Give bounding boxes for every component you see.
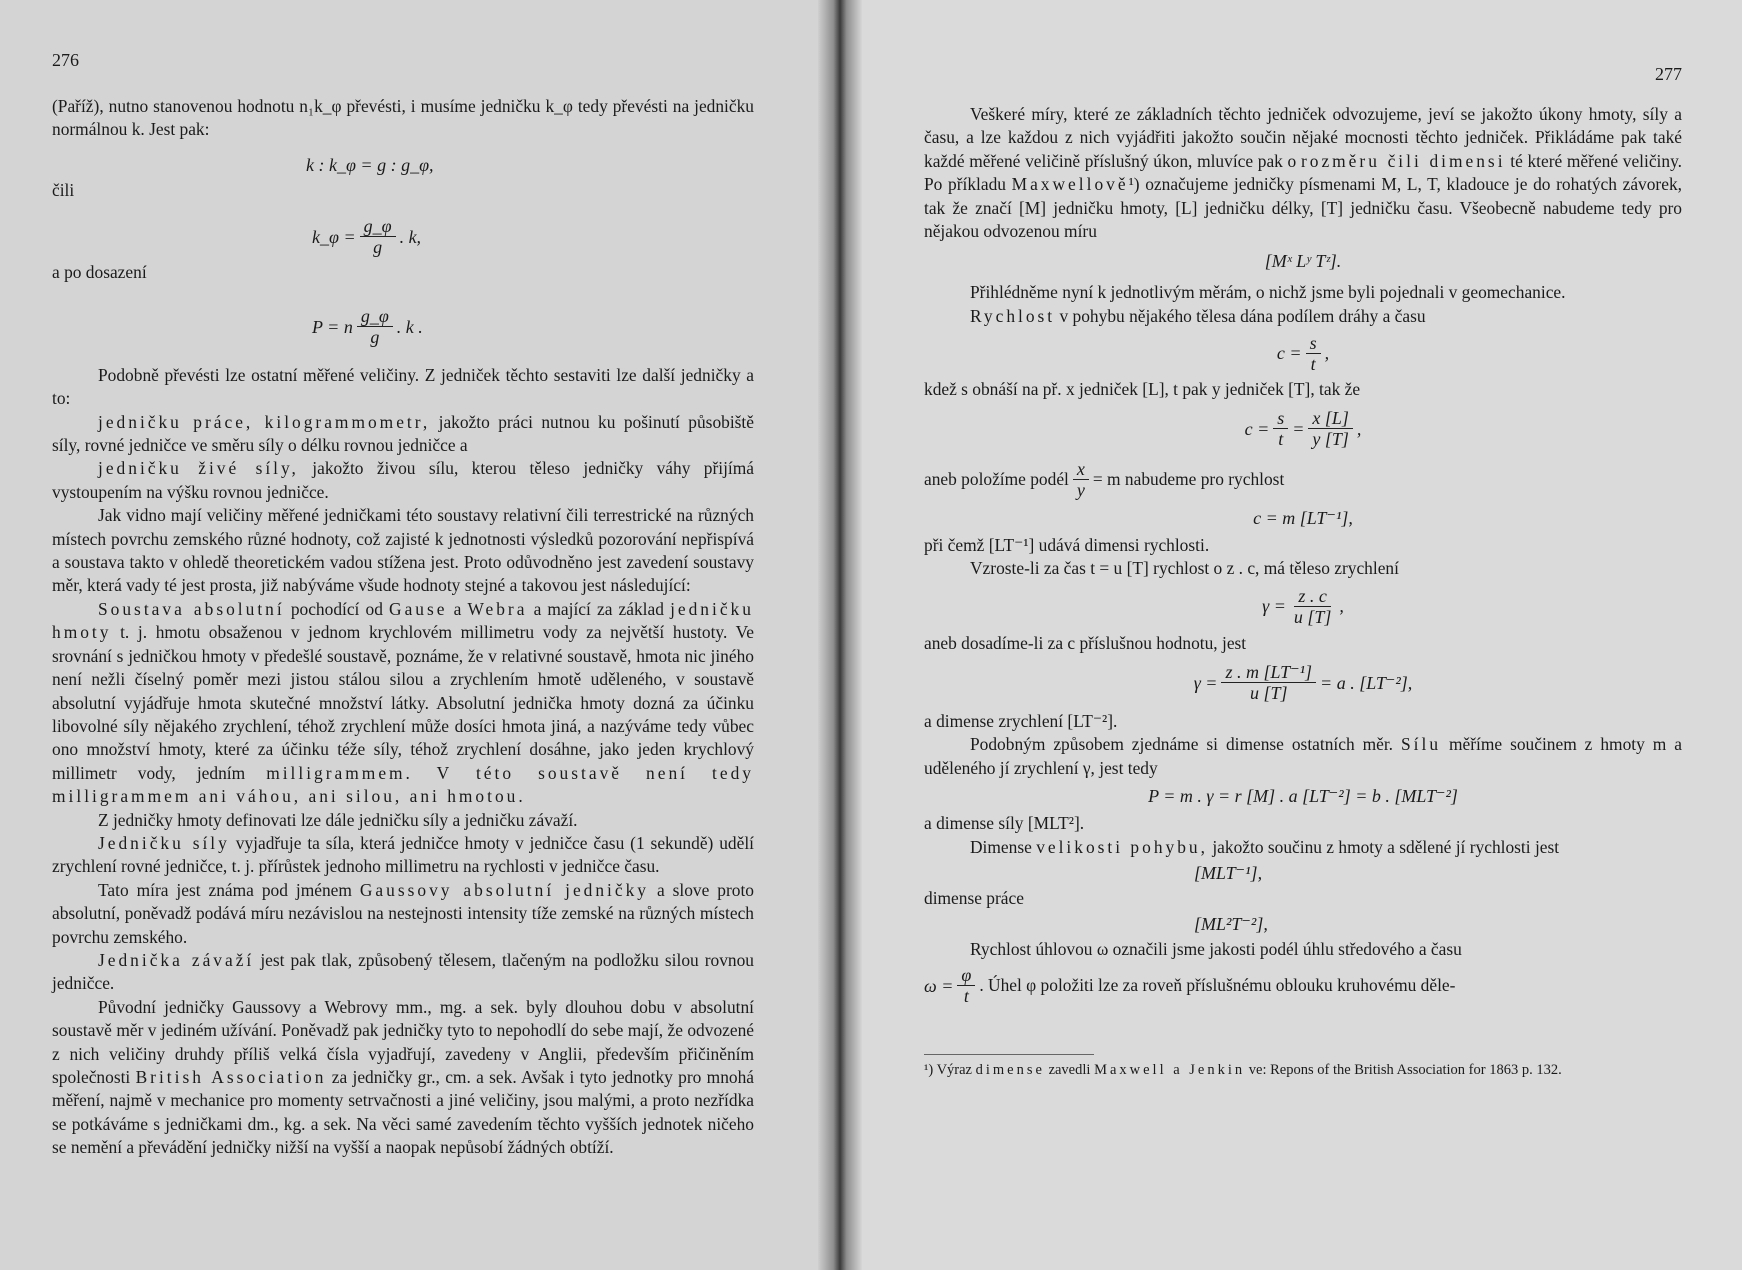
eq-omega: [924, 962, 1682, 1010]
book-gutter: [818, 0, 862, 1270]
eq-c2-n1: s: [1273, 408, 1288, 429]
page-number-left: 276: [52, 50, 79, 70]
page-number-right: 277: [1655, 64, 1682, 84]
rp1-c: ¹) označujeme jedničky písmenami M, L, T, kladouce je do rohatých závorek, tak že značí [M] jedničku hmoty, [L] jedničku délky, [T] jedničku času. Všeobecně nabudeme tedy pro nějakou odvozenou míru: [924, 174, 1682, 242]
eq1-row: [52, 150, 754, 180]
eq3-left: P = n: [312, 316, 353, 337]
right-para-13: dimense práce: [924, 887, 1024, 908]
footnote-mark: ¹): [924, 1061, 934, 1078]
right-para-12: [924, 836, 1682, 859]
eq-c-fraction: [1306, 333, 1321, 374]
left-para-7: [52, 832, 754, 879]
eq-g2-left: γ =: [1193, 672, 1218, 693]
term-ziva-sila: jedničku živé síly,: [98, 458, 299, 479]
p5-b: a: [453, 598, 462, 619]
eq2: [312, 214, 754, 260]
right-page: [840, 0, 1742, 1270]
eq-c2-right: ,: [1356, 418, 1362, 439]
rp10-b: měříme součinem z hmoty m a uděleného jí zrychlení γ, jest tedy: [924, 734, 1682, 778]
eq-work: [ML²T⁻²],: [1194, 914, 1268, 935]
p7-rest: vyjadřuje ta síla, která jedničce hmoty v jedničce času (1 sekundě) udělí zrychlení rovné jedničce, t. j. přírůstek jednoho millimetru na rychlosti v jedničce času.: [52, 832, 754, 877]
p8-rest: a slove proto absolutní, poněvadž podává míru nezávislou na nestejnosti intensity tíže zemské na různých místech povrchu zemského.: [52, 879, 754, 947]
footnote-a: Výraz: [936, 1061, 972, 1078]
term-jednicka-zavazi: Jednička závaží: [98, 949, 255, 970]
eq2-den: g: [373, 237, 383, 258]
footnote-rule: [924, 1054, 1094, 1055]
eq-w-den: t: [963, 986, 969, 1007]
eq-c2-fraction-2: [1308, 408, 1353, 449]
footnote: [924, 1044, 1682, 1080]
eq2-fraction: [360, 216, 396, 257]
rp1-a: Veškeré míry, které ze základních těchto jedniček odvozujeme, jeví se jakožto úkony hmoty, síly a času, a lze každou z nich vyjádřiti jakožto součin nějaké mocnosti těchto jedniček. Přikládáme pak také každé měřené veličině příslušný úkon, mluvíce pak o: [924, 104, 1682, 171]
eq-g-num: z . c: [1294, 586, 1331, 607]
right-para-10: [924, 733, 1682, 780]
eq-c-left: c =: [1276, 343, 1302, 364]
right-para-4: kdež s obnáší na př. x jedniček [L], t pak y jedniček [T], tak že: [924, 379, 1361, 400]
right-para-1: [924, 103, 1682, 243]
left-page: [0, 0, 840, 1270]
left-para-10: [52, 996, 754, 1160]
eq-c2: [924, 402, 1682, 456]
term-rozmer-dimense: rozměru čili dimensi: [1300, 150, 1506, 171]
footnote-term-authors: Maxwell a Jenkin: [1094, 1061, 1246, 1078]
right-para-5: [924, 456, 1682, 504]
rp5-a: aneb položíme podél: [924, 469, 1069, 490]
right-para-7: Vzroste-li za čas t = u [T] rychlost o z . c, má těleso zrychlení: [970, 558, 1399, 579]
left-para-2: [52, 411, 754, 458]
eq-c2-fraction-1: [1273, 408, 1288, 449]
eq-g-left: γ =: [1262, 596, 1286, 617]
xy-den: y: [1076, 480, 1085, 501]
eq-gamma2: [924, 656, 1682, 710]
eq-c2-n2: x [L]: [1308, 408, 1353, 429]
eq-force: P = m . γ = r [M] . a [LT⁻²] = b . [MLT⁻²]: [1148, 786, 1458, 807]
footnote-c: ve: Repons of the British Association for 1863 p. 132.: [1248, 1061, 1562, 1078]
rp1-b: té které měřené veličiny. Po příkladu: [924, 150, 1682, 195]
eq-c2-d1: t: [1278, 429, 1284, 450]
p9-rest: jest pak tlak, způsobený tělesem, tlačeným na podložku silou rovnou jedničce.: [52, 949, 755, 994]
right-para-8: aneb dosadíme-li za c příslušnou hodnotu, jest: [924, 633, 1247, 654]
dosazeni-label: a po dosazení: [52, 261, 147, 282]
left-intro: (Paříž), nutno stanovenou hodnotu n₁k_φ převésti, i musíme jedničku k_φ tedy převésti na jedničku normálnou k. Jest pak:: [52, 96, 754, 140]
p5-c: a mající za základ: [533, 598, 664, 619]
eq-g-right: ,: [1339, 596, 1344, 617]
footnote-term-dimense: dimense: [975, 1061, 1045, 1078]
right-para-3: [924, 305, 1682, 328]
eq-general: [Mˣ Lʸ Tᶻ].: [1264, 251, 1342, 272]
left-para-4: Jak vidno mají veličiny měřené jedničkami této soustavy relativní čili terrestrické na různých místech povrchu zemského různé hodnoty, což zajisté k jednotnosti výsledků pozorování nepřispívá a soustava takto v ohledě theoretickém vadou stížena jest. Proto odůvodněno jest zavedení soustavy měr, která vady té jest prosta, již nabýváme všude hodnoty stejné a takovou jest následující:: [52, 505, 754, 596]
eq-g2-fraction: [1221, 662, 1316, 703]
eq-g-fraction: [1290, 586, 1336, 627]
rp3-rest: v pohybu nějakého tělesa dána podílem dráhy a času: [1059, 305, 1426, 326]
xy-fraction: [1073, 459, 1089, 500]
eq2-right: . k,: [399, 226, 422, 247]
right-para-11: a dimense síly [MLT²].: [924, 813, 1085, 834]
left-para-6: Z jedničky hmoty definovati lze dále jedničku síly a jedničku závaží.: [98, 809, 578, 830]
right-para-9: a dimense zrychlení [LT⁻²].: [924, 710, 1118, 731]
eq-g2-den: u [T]: [1249, 683, 1288, 704]
left-para-1: Podobně převésti lze ostatní měřené veličiny. Z jedniček těchto sestaviti lze další jedničky a to:: [52, 364, 754, 409]
eq2-left: k_φ =: [312, 226, 356, 247]
right-para-2: Přihlédněme nyní k jednotlivým měrám, o nichž jsme byli pojednali v geomechanice.: [970, 282, 1566, 303]
eq-momentum: [MLT⁻¹],: [1194, 862, 1263, 883]
p8-a: Tato míra jest známa pod jménem: [98, 879, 352, 900]
left-para-9: [52, 949, 754, 996]
term-jednicka-hmoty: jedničku hmoty: [52, 598, 754, 643]
eq-c: [924, 328, 1682, 378]
p5-rest: t. j. hmotu obsaženou v jednom krychlovém millimetru vody za největší hustoty. Ve srovnání s jedničkou hmoty v předešlé soustavě, poznáme, že v relativné soustavě, hmota nic jiného není nežli číselný poměr mezi jistou stálou silou a zrychlením hmotě uděleného, v soustavě absolutní vyjádřuje hmota skutečné množství látky. Absolutní jednička hmoty dozná za účinku libovolné síly nějakého zrychlení, téhož zrychlení může dosíci hmota jiná, a nazýváme tedy vůbec ono množství hmoty, které za účinku téže síly, téhož zrychlení dosáhne, jako jeden krychlový millimetr vody, jedním: [52, 622, 754, 783]
eq3: [312, 304, 754, 350]
rp12-a: Dimense: [970, 836, 1032, 857]
footnote-b: zavedli: [1048, 1061, 1091, 1078]
rp10-a: Podobným způsobem zjednáme si dimense ostatních měr.: [970, 734, 1394, 755]
eq2-num: g_φ: [360, 216, 396, 237]
term-gaussovy-jednicky: Gaussovy absolutní jedničky: [359, 879, 649, 900]
eq3-den: g: [370, 327, 380, 348]
eq-w-fraction: [957, 965, 975, 1006]
eq-c2-mid: =: [1292, 418, 1305, 439]
eq-w-left: ω =: [924, 975, 954, 996]
eq-w-num: φ: [957, 965, 975, 986]
p5-a: pochodící od: [290, 598, 383, 619]
eq-g2-num: z . m [LT⁻¹]: [1221, 662, 1316, 683]
name-gauss: Gause: [389, 598, 448, 619]
eq-c2-left: c =: [1244, 418, 1270, 439]
rp12-b: jakožto součinu z hmoty a sdělené jí rychlosti jest: [1212, 836, 1560, 857]
term-jednicka-sily: Jedničku síly: [98, 832, 230, 853]
left-para-3-text: jakožto živou sílu, kterou těleso jedničky váhy přijímá vystoupením na výšku rovnou jedničce.: [52, 458, 754, 502]
term-rychlost: Rychlost: [970, 305, 1056, 326]
eq3-right: . k .: [396, 316, 423, 337]
term-velikost-pohybu: velikosti pohybu,: [1036, 836, 1208, 857]
name-weber: Webra: [467, 598, 528, 619]
eq-w-right: . Úhel φ položiti lze za roveň příslušnému oblouku kruhovému děle-: [979, 975, 1456, 996]
left-para-8: [52, 879, 754, 949]
eq-c2-d2: y [T]: [1312, 429, 1349, 450]
left-para-5: [52, 598, 754, 809]
eq-gamma: [924, 580, 1682, 632]
eq1: k : k_φ = g : g_φ,: [306, 154, 434, 175]
term-jednicka-prace: jedničku práce, kilogrammometr,: [98, 411, 431, 432]
name-british-association: British Association: [135, 1067, 327, 1087]
eq-c-den: t: [1310, 353, 1316, 374]
eq-c-num: s: [1306, 333, 1321, 354]
eq-g2-right: = a . [LT⁻²],: [1320, 672, 1413, 693]
rp5-b: = m nabudeme pro rychlost: [1092, 469, 1285, 490]
term-soustava-absolutni: Soustava absolutní: [98, 598, 285, 619]
eq-c3: c = m [LT⁻¹],: [1253, 507, 1353, 528]
term-sila: Sílu: [1401, 734, 1442, 755]
p10-a: Původní jedničky Gaussovy a Webrovy mm., mg. a sek. byly dlouhou dobu v absolutní soustavě měr v jediném užívání. Poněvadž pak jedničky tyto to nepohodlí do sebe mají, že odvozené z nich veličiny druhdy příliš velká čísla vyjadřují, zavedeny v Anglii, především přičiněním společnosti: [52, 996, 754, 1087]
xy-num: x: [1073, 459, 1089, 480]
eq-c-right: ,: [1324, 343, 1330, 364]
right-para-14: Rychlost úhlovou ω označili jsme jakosti podél úhlu středového a času: [970, 939, 1462, 960]
right-para-6: při čemž [LT⁻¹] udává dimensi rychlosti.: [924, 534, 1210, 555]
left-para-2-text: jakožto práci nutnou ku pošinutí působiště síly, rovné jedničce ve směru síly o délku rovnou jedničce a: [52, 411, 754, 456]
eq3-fraction: [357, 306, 393, 347]
eq-g-den: u [T]: [1293, 606, 1332, 627]
name-maxwell: Maxwellově: [1011, 174, 1129, 195]
left-para-3: [52, 457, 754, 504]
p10-rest: za jedničky gr., cm. a sek. Avšak i tyto jednotky pro mnohá měření, najmě v mechanice pro momenty setrvačnosti a jiné veličiny, jsou malými, a proto nezřídka se potkáváme s jedničkami dm., kg. a sek. Na věci samé zavedením těchto vyšších jednotek ničeho se nemění a převádění jedničky nižší na vyšší a naopak nepůsobí žádných obtíží.: [52, 1067, 755, 1158]
cili-label: čili: [52, 179, 75, 200]
eq3-num: g_φ: [357, 306, 393, 327]
p5-end: milligrammem. V této soustavě není tedy milligrammem ani váhou, ani silou, ani hmotou.: [52, 762, 754, 807]
